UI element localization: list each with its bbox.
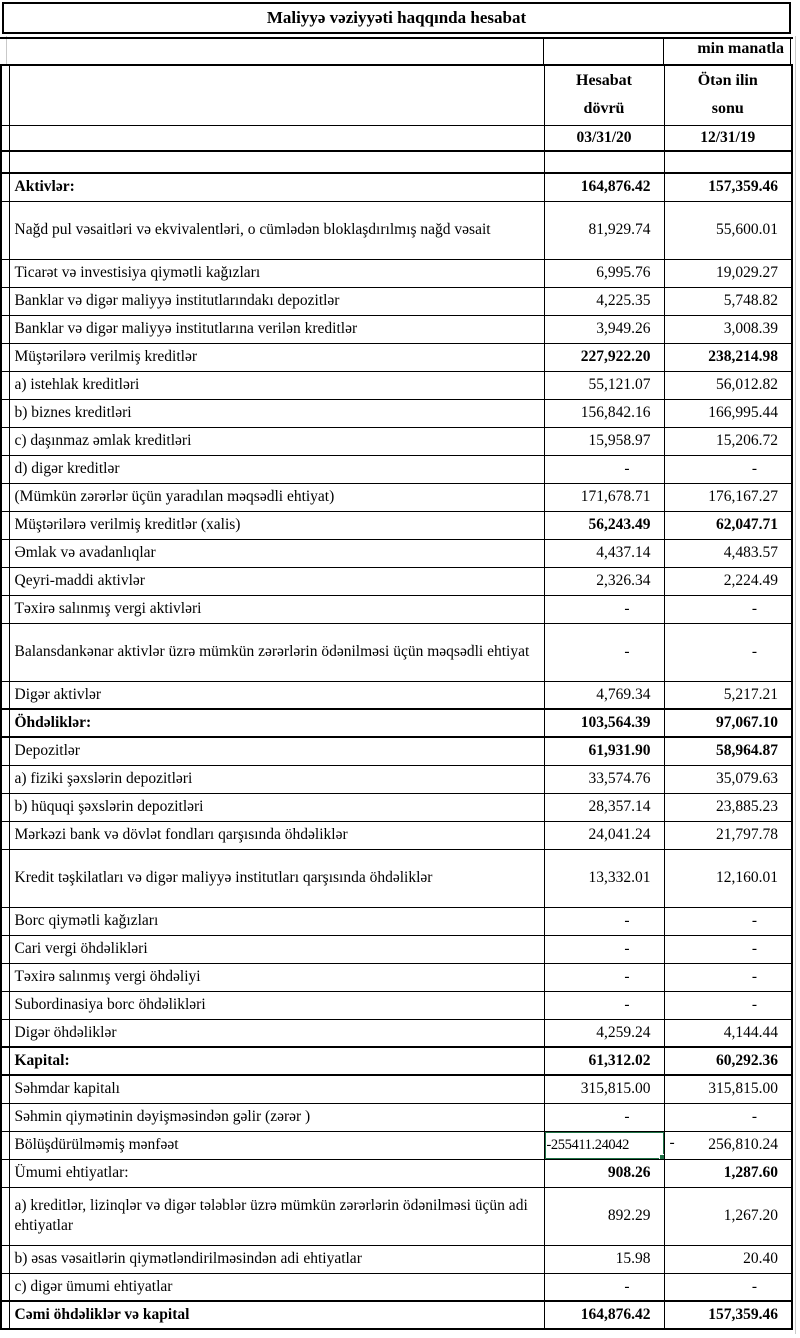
cell-value: 55,121.07 <box>588 376 651 394</box>
cell-value: - <box>624 460 630 478</box>
col-header-previous-period[interactable] <box>664 65 792 125</box>
table-row <box>1 201 792 259</box>
cell-value: 164,876.42 <box>580 178 651 196</box>
row-gutter-cell <box>1 399 9 427</box>
table-row <box>1 765 792 793</box>
cell-value: 315,815.00 <box>580 1080 651 1098</box>
table-row <box>1 567 792 595</box>
row-label-cell[interactable]: a) fiziki şəxslərin depozitləri <box>9 765 544 793</box>
cell-previous-period-value[interactable] <box>664 681 792 709</box>
row-gutter-cell <box>1 595 9 623</box>
cell-previous-period-value[interactable] <box>664 483 792 511</box>
cell-value: 164,876.42 <box>580 1306 651 1324</box>
table-row <box>1 681 792 709</box>
cell-current-period-value[interactable] <box>544 1159 664 1187</box>
row-gutter-cell <box>1 623 9 681</box>
row-gutter-cell <box>1 821 9 849</box>
page-title: Maliyyə vəziyyəti haqqında hesabat <box>266 8 527 27</box>
cell-current-period-value[interactable] <box>544 315 664 343</box>
cell-previous-period-value[interactable] <box>664 1103 792 1131</box>
row-gutter-cell <box>1 287 9 315</box>
cell-previous-period-value[interactable] <box>664 793 792 821</box>
cell-previous-period-value[interactable] <box>664 259 792 287</box>
cell-value: 56,243.49 <box>588 516 651 534</box>
cell-value: 23,885.23 <box>716 798 778 816</box>
row-gutter-cell <box>1 935 9 963</box>
cell-current-period-value[interactable] <box>544 737 664 765</box>
row-gutter-cell <box>1 343 9 371</box>
cell-previous-period-value[interactable] <box>664 1019 792 1047</box>
date-label-cell[interactable] <box>9 125 544 151</box>
cell-value: 55,600.01 <box>716 221 778 239</box>
cell-value: 103,564.39 <box>580 714 651 732</box>
cell-current-period-value[interactable] <box>544 595 664 623</box>
cell-current-period-value[interactable] <box>544 681 664 709</box>
cell-previous-period-value[interactable] <box>664 963 792 991</box>
cell-value: - <box>624 1277 630 1295</box>
cell-current-period-value[interactable] <box>544 1273 664 1301</box>
cell-current-period-value[interactable] <box>544 173 664 201</box>
cell-current-period-value[interactable] <box>544 483 664 511</box>
cell-current-period-value[interactable] <box>544 371 664 399</box>
cell-current-period-value[interactable] <box>544 259 664 287</box>
row-label-cell[interactable]: c) daşınmaz əmlak kreditləri <box>9 427 544 455</box>
cell-value: 256,810.24 <box>708 1136 778 1154</box>
row-label-cell[interactable]: Əmlak və avadanlıqlar <box>9 539 544 567</box>
row-label-cell[interactable]: Banklar və digər maliyyə institutlarındakı depozitlər <box>9 287 544 315</box>
cell-value: 13,332.01 <box>588 869 651 887</box>
table-row <box>1 623 792 681</box>
row-label-cell[interactable]: c) digər ümumi ehtiyatlar <box>9 1273 544 1301</box>
cell-value: 2,326.34 <box>596 572 651 590</box>
report-title-box <box>2 2 791 34</box>
table-row <box>1 1245 792 1273</box>
cell-value: 97,067.10 <box>716 714 778 732</box>
cell-previous-period-value[interactable] <box>664 173 792 201</box>
cell-value: 5,217.21 <box>723 685 778 703</box>
row-label-cell[interactable]: Ticarət və investisiya qiymətli kağızları <box>9 259 544 287</box>
table-row <box>1 483 792 511</box>
table-row <box>1 595 792 623</box>
cell-value: 157,359.46 <box>708 178 778 196</box>
cell-current-period-value[interactable] <box>544 1075 664 1103</box>
cell-value: 19,029.27 <box>716 264 778 282</box>
cell-value: 315,815.00 <box>708 1080 778 1098</box>
cell-value: - <box>624 940 630 958</box>
cell-previous-period-value[interactable] <box>664 1273 792 1301</box>
cell-previous-period-value[interactable] <box>664 1131 792 1159</box>
cell-value: -255411.24042 <box>546 1136 629 1153</box>
cell-value: - <box>624 996 630 1014</box>
cell-value: - <box>751 968 757 986</box>
cell-current-period-value[interactable] <box>544 793 664 821</box>
cell-current-period-value[interactable] <box>544 511 664 539</box>
row-label-cell[interactable]: Öhdəliklər: <box>9 709 544 737</box>
cell-value: 35,079.63 <box>716 770 778 788</box>
cell-value: 20.40 <box>743 1250 778 1268</box>
row-label-cell[interactable]: Nağd pul vəsaitləri və ekvivalentləri, o cümlədən bloklaşdırılmış nağd vəsait <box>9 201 544 259</box>
cell-value: 5,748.82 <box>723 292 778 310</box>
row-label-cell[interactable]: b) biznes kreditləri <box>9 399 544 427</box>
cell-previous-period-value[interactable] <box>664 623 792 681</box>
cell-previous-period-value[interactable] <box>664 907 792 935</box>
row-gutter-cell <box>1 737 9 765</box>
row-gutter-cell <box>1 1159 9 1187</box>
cell-value: 908.26 <box>607 1164 651 1182</box>
row-label-cell[interactable]: Kredit təşkilatları və digər maliyyə institutları qarşısında öhdəliklər <box>9 849 544 907</box>
cell-value: 1,287.60 <box>723 1164 778 1182</box>
cell-previous-period-value[interactable] <box>664 287 792 315</box>
table-row <box>1 511 792 539</box>
cell-value: 156,842.16 <box>580 404 651 422</box>
row-gutter-cell <box>1 1131 9 1159</box>
row-gutter-cell <box>1 1273 9 1301</box>
table-row <box>1 991 792 1019</box>
cell-value: 15,958.97 <box>588 432 651 450</box>
cell-value: 61,312.02 <box>588 1052 651 1070</box>
column-header-row <box>1 65 792 125</box>
cell-value: - <box>624 912 630 930</box>
cell-current-period-value[interactable] <box>544 1245 664 1273</box>
cell-current-period-value[interactable] <box>544 963 664 991</box>
row-gutter-cell <box>1 455 9 483</box>
cell-value: 176,167.27 <box>708 488 778 506</box>
cell-value: 61,931.90 <box>588 742 651 760</box>
row-gutter-cell <box>1 125 9 151</box>
cell-previous-period-value[interactable] <box>664 595 792 623</box>
table-row <box>1 343 792 371</box>
row-label-cell[interactable]: Digər aktivlər <box>9 681 544 709</box>
row-gutter-cell <box>1 1245 9 1273</box>
cell-value: - <box>751 940 757 958</box>
row-label-cell[interactable]: Banklar və digər maliyyə institutlarına verilən kreditlər <box>9 315 544 343</box>
cell-value: 166,995.44 <box>708 404 778 422</box>
cell-value: 1,267.20 <box>723 1207 778 1225</box>
table-row <box>1 821 792 849</box>
table-row <box>1 1103 792 1131</box>
row-label-cell[interactable]: d) digər kreditlər <box>9 455 544 483</box>
row-gutter-cell <box>1 173 9 201</box>
row-gutter-cell <box>1 681 9 709</box>
row-gutter-cell <box>1 201 9 259</box>
row-gutter-cell <box>1 1075 9 1103</box>
cell-current-period-value[interactable] <box>544 991 664 1019</box>
row-gutter-cell <box>1 567 9 595</box>
row-label-cell[interactable]: (Mümkün zərərlər üçün yaradılan məqsədli ehtiyat) <box>9 483 544 511</box>
row-gutter-cell <box>1 539 9 567</box>
row-label-cell[interactable]: Bölüşdürülməmiş mənfəət <box>9 1131 544 1159</box>
row-gutter-cell <box>1 963 9 991</box>
cell-value: 4,437.14 <box>596 544 651 562</box>
cell-value: - <box>751 1277 757 1295</box>
cell-previous-period-value[interactable] <box>664 765 792 793</box>
cell-previous-period-value[interactable] <box>664 935 792 963</box>
table-row <box>1 427 792 455</box>
table-row <box>1 1301 792 1329</box>
row-gutter-cell <box>1 1047 9 1075</box>
cell-current-period-value[interactable] <box>544 709 664 737</box>
row-label-cell[interactable]: a) kreditlər, lizinqlər və digər tələblər üzrə mümkün zərərlərin ödənilməsi üçün adi ehtiyatlar <box>9 1187 544 1245</box>
row-label-cell[interactable]: Borc qiymətli kağızları <box>9 907 544 935</box>
cell-previous-period-value[interactable] <box>664 1301 792 1329</box>
cell-current-period-value[interactable] <box>544 935 664 963</box>
cell-previous-period-value[interactable] <box>664 455 792 483</box>
row-gutter-cell <box>1 259 9 287</box>
cell-value: 157,359.46 <box>708 1306 778 1324</box>
minus-sign: - <box>669 1133 675 1151</box>
cell-previous-period-value[interactable] <box>664 737 792 765</box>
table-row <box>1 907 792 935</box>
cell-value: 28,357.14 <box>588 798 651 816</box>
cell-current-period-value[interactable] <box>544 765 664 793</box>
cell-previous-period-value[interactable] <box>664 399 792 427</box>
cell-current-period-value[interactable] <box>544 849 664 907</box>
cell-previous-period-value[interactable] <box>664 343 792 371</box>
cell-value: 21,797.78 <box>716 826 778 844</box>
row-label-cell[interactable]: Digər öhdəliklər <box>9 1019 544 1047</box>
row-gutter-cell <box>1 1301 9 1329</box>
cell-value: 3,949.26 <box>596 320 651 338</box>
cell-value: 58,964.87 <box>716 742 778 760</box>
table-row <box>1 793 792 821</box>
row-label-cell[interactable]: Müştərilərə verilmiş kreditlər (xalis) <box>9 511 544 539</box>
gridline-right <box>795 36 796 1334</box>
cell-value: - <box>624 968 630 986</box>
row-gutter-cell <box>1 1103 9 1131</box>
cell-value: 24,041.24 <box>588 826 651 844</box>
row-gutter-cell <box>1 907 9 935</box>
row-gutter-cell <box>1 793 9 821</box>
row-gutter-cell <box>1 315 9 343</box>
col-header-current-period[interactable] <box>544 65 664 125</box>
cell-current-period-value[interactable] <box>544 1019 664 1047</box>
row-label-cell[interactable]: b) əsas vəsaitlərin qiymətləndirilməsindən adi ehtiyatlar <box>9 1245 544 1273</box>
col-header-line2: sonu <box>711 100 744 118</box>
row-gutter-cell <box>1 151 9 173</box>
cell-current-period-value[interactable] <box>544 343 664 371</box>
cell-value: 6,995.76 <box>596 264 651 282</box>
row-label-cell[interactable]: Səhmin qiymətinin dəyişməsindən gəlir (zərər ) <box>9 1103 544 1131</box>
cell-value: 171,678.71 <box>580 488 651 506</box>
row-label-cell[interactable]: Cari vergi öhdəlikləri <box>9 935 544 963</box>
cell-current-period-value[interactable] <box>544 567 664 595</box>
cell-value: 227,922.20 <box>580 348 651 366</box>
cell-value: 2,224.49 <box>723 572 778 590</box>
cell-previous-period-value[interactable] <box>664 821 792 849</box>
table-row <box>1 371 792 399</box>
cell-value: 56,012.82 <box>716 376 778 394</box>
cell-previous-period-value[interactable] <box>664 991 792 1019</box>
cell-current-period-value[interactable] <box>544 455 664 483</box>
column-divider <box>790 39 791 64</box>
cell-value: 62,047.71 <box>716 516 778 534</box>
cell-value: 60,292.36 <box>716 1052 778 1070</box>
cell-value: - <box>624 643 630 661</box>
cell-current-period-value[interactable] <box>544 287 664 315</box>
cell-previous-period-value[interactable] <box>664 849 792 907</box>
row-label-cell[interactable]: Subordinasiya borc öhdəlikləri <box>9 991 544 1019</box>
cell-value: - <box>751 912 757 930</box>
table-row <box>1 737 792 765</box>
cell-value: - <box>624 600 630 618</box>
spacer-row <box>1 151 792 173</box>
table-row <box>1 1019 792 1047</box>
cell-current-period-value[interactable] <box>544 1301 664 1329</box>
cell-previous-period-value[interactable] <box>664 427 792 455</box>
cell-current-period-value[interactable] <box>544 1047 664 1075</box>
cell-value: - <box>751 996 757 1014</box>
date-previous-period[interactable]: 12/31/19 <box>664 125 792 151</box>
cell-value: - <box>751 643 757 661</box>
empty-cell[interactable] <box>664 151 792 173</box>
row-label-cell[interactable]: Aktivlər: <box>9 173 544 201</box>
cell-previous-period-value[interactable] <box>664 201 792 259</box>
cell-value: - <box>751 1108 757 1126</box>
row-label-cell[interactable]: Müştərilərə verilmiş kreditlər <box>9 343 544 371</box>
cell-value: 3,008.39 <box>723 320 778 338</box>
empty-cell[interactable] <box>9 151 544 173</box>
row-gutter-cell <box>1 483 9 511</box>
row-gutter-cell <box>1 709 9 737</box>
row-label-cell[interactable]: Cəmi öhdəliklər və kapital <box>9 1301 544 1329</box>
cell-current-period-value[interactable] <box>544 1187 664 1245</box>
cell-previous-period-value[interactable] <box>664 371 792 399</box>
cell-value: - <box>751 460 757 478</box>
row-label-cell[interactable]: Balansdankənar aktivlər üzrə mümkün zərərlərin ödənilməsi üçün məqsədli ehtiyat <box>9 623 544 681</box>
table-row <box>1 287 792 315</box>
row-gutter-cell <box>1 65 9 125</box>
unit-note-row <box>0 39 793 64</box>
cell-value: 4,769.34 <box>596 685 651 703</box>
table-row <box>1 935 792 963</box>
row-label-cell[interactable]: Mərkəzi bank və dövlət fondları qarşısında öhdəliklər <box>9 821 544 849</box>
cell-previous-period-value[interactable] <box>664 511 792 539</box>
table-row <box>1 399 792 427</box>
financial-statement-table <box>0 64 793 1330</box>
row-gutter-cell <box>1 1187 9 1245</box>
cell-previous-period-value[interactable] <box>664 1187 792 1245</box>
table-row <box>1 1075 792 1103</box>
table-row <box>1 849 792 907</box>
cell-value: 15.98 <box>615 1250 651 1268</box>
row-label-cell[interactable]: Təxirə salınmış vergi öhdəliyi <box>9 963 544 991</box>
table-row <box>1 963 792 991</box>
cell-current-period-value[interactable] <box>544 539 664 567</box>
cell-value: 4,483.57 <box>723 544 778 562</box>
row-gutter-cell <box>1 849 9 907</box>
cell-previous-period-value[interactable] <box>664 709 792 737</box>
table-row <box>1 173 792 201</box>
row-gutter-cell <box>1 511 9 539</box>
row-label-cell[interactable]: Depozitlər <box>9 737 544 765</box>
cell-previous-period-value[interactable] <box>664 1075 792 1103</box>
cell-previous-period-value[interactable] <box>664 1047 792 1075</box>
date-row <box>1 125 792 151</box>
cell-current-period-value[interactable] <box>544 1131 664 1159</box>
cell-current-period-value[interactable] <box>544 427 664 455</box>
col-header-line1: Ötən ilin <box>697 72 758 90</box>
cell-previous-period-value[interactable] <box>664 539 792 567</box>
row-gutter-cell <box>1 427 9 455</box>
cell-current-period-value[interactable] <box>544 201 664 259</box>
cell-current-period-value[interactable] <box>544 399 664 427</box>
row-label-cell[interactable]: b) hüquqi şəxslərin depozitləri <box>9 793 544 821</box>
cell-value: 12,160.01 <box>716 869 778 887</box>
table-row <box>1 709 792 737</box>
cell-current-period-value[interactable] <box>544 623 664 681</box>
cell-value: 81,929.74 <box>588 221 651 239</box>
table-row <box>1 1273 792 1301</box>
cell-value: 4,259.24 <box>596 1023 651 1041</box>
cell-value: 33,574.76 <box>588 770 651 788</box>
empty-cell[interactable] <box>544 151 664 173</box>
table-row <box>1 1159 792 1187</box>
row-label-cell[interactable]: Ümumi ehtiyatlar: <box>9 1159 544 1187</box>
row-gutter-cell <box>1 371 9 399</box>
cell-value: - <box>751 600 757 618</box>
table-row <box>1 455 792 483</box>
col-header-line1: Hesabat <box>576 72 632 90</box>
table-row <box>1 1047 792 1075</box>
table-row <box>1 1131 792 1159</box>
table-row <box>1 315 792 343</box>
cell-previous-period-value[interactable] <box>664 315 792 343</box>
table-row <box>1 539 792 567</box>
col-header-line2: dövrü <box>583 100 625 118</box>
row-label-cell[interactable]: Səhmdar kapitalı <box>9 1075 544 1103</box>
cell-value: 892.29 <box>607 1207 651 1225</box>
row-gutter-cell <box>1 765 9 793</box>
date-current-period[interactable]: 03/31/20 <box>544 125 664 151</box>
row-label-cell[interactable]: Qeyri-maddi aktivlər <box>9 567 544 595</box>
row-label-cell[interactable]: Kapital: <box>9 1047 544 1075</box>
table-row <box>1 1187 792 1245</box>
column-divider <box>543 39 544 64</box>
cell-value: 4,144.44 <box>723 1023 778 1041</box>
cell-previous-period-value[interactable] <box>664 567 792 595</box>
header-label-cell[interactable] <box>9 65 544 125</box>
row-gutter-cell <box>1 991 9 1019</box>
row-gutter-cell <box>1 1019 9 1047</box>
row-label-cell[interactable]: Təxirə salınmış vergi aktivləri <box>9 595 544 623</box>
unit-note: min manatla <box>697 40 784 57</box>
cell-value: - <box>624 1108 630 1126</box>
cell-current-period-value[interactable] <box>544 1103 664 1131</box>
row-label-cell[interactable]: a) istehlak kreditləri <box>9 371 544 399</box>
cell-value: 4,225.35 <box>596 292 651 310</box>
cell-current-period-value[interactable] <box>544 821 664 849</box>
cell-value: 238,214.98 <box>708 348 778 366</box>
table-row <box>1 259 792 287</box>
cell-previous-period-value[interactable] <box>664 1245 792 1273</box>
cell-previous-period-value[interactable] <box>664 1159 792 1187</box>
cell-value: 15,206.72 <box>716 432 778 450</box>
cell-current-period-value[interactable] <box>544 907 664 935</box>
